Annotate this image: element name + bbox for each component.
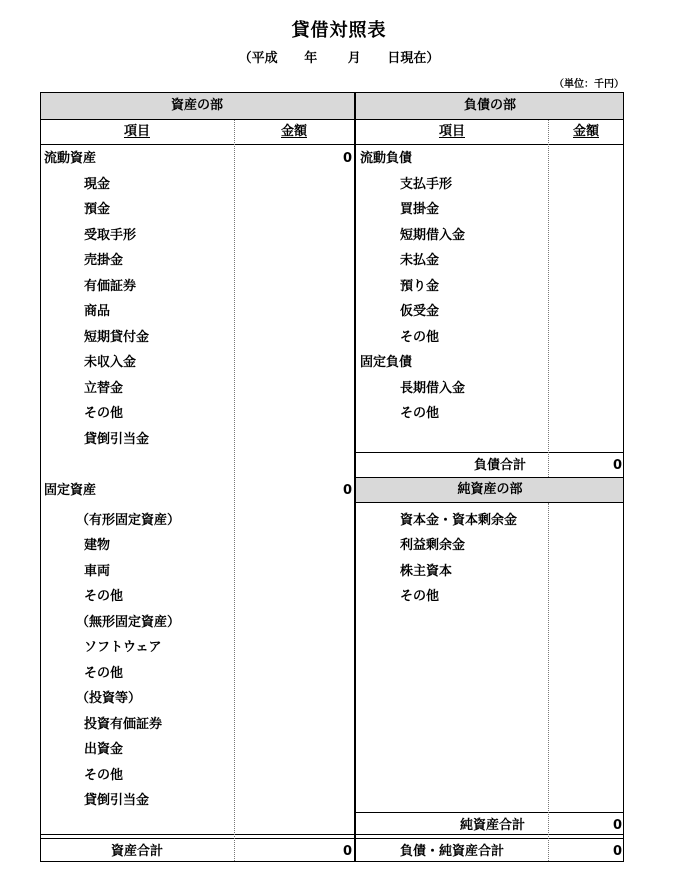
net-asset-item: 利益剰余金 (400, 538, 466, 553)
era-label: （平成 (238, 51, 278, 66)
net-asset-item: その他 (400, 589, 440, 604)
asset-item: 商品 (84, 304, 111, 319)
asset-item: 貸倒引当金 (84, 432, 150, 447)
net-asset-item: 資本金・資本剰余金 (400, 513, 518, 528)
asset-item: その他 (84, 406, 124, 421)
grand-total-amount: 0 (612, 844, 622, 859)
assets-item-column-header: 項目 (123, 124, 150, 139)
liabilities-amount-divider (548, 120, 549, 477)
asset-item: （有形固定資産） (76, 513, 181, 528)
liabilities-total-label: 負債合計 (474, 458, 527, 473)
liability-item: その他 (400, 330, 440, 345)
fixed-liabilities-label: 固定負債 (360, 355, 413, 370)
asset-item: ソフトウェア (84, 640, 162, 655)
liability-item: 買掛金 (400, 202, 440, 217)
asset-item: 受取手形 (84, 228, 137, 243)
asset-item: 車両 (84, 564, 111, 579)
assets-amount-divider (234, 120, 235, 861)
table-top-border (40, 92, 624, 93)
asset-item: 貸倒引当金 (84, 793, 150, 808)
assets-section-title: 資産の部 (170, 98, 223, 113)
table-left-border (40, 92, 41, 862)
table-bottom-border (40, 861, 624, 862)
assets-total-label: 資産合計 (110, 844, 163, 859)
fixed-assets-label: 固定資産 (44, 483, 97, 498)
liability-item: 短期借入金 (400, 228, 466, 243)
liability-item: 預り金 (400, 279, 440, 294)
grand-total-double-line-upper (40, 834, 624, 835)
report-date-line (0, 47, 678, 66)
asset-item: 有価証券 (84, 279, 137, 294)
asset-item: 出資金 (84, 742, 124, 757)
asset-item: 建物 (84, 538, 111, 553)
asset-item: 投資有価証券 (84, 717, 163, 732)
liability-item: 長期借入金 (400, 381, 466, 396)
liabilities-amount-column-header: 金額 (572, 124, 599, 139)
asset-item: その他 (84, 589, 124, 604)
asset-item: 現金 (84, 177, 111, 192)
grand-total-label: 負債・純資産合計 (399, 844, 504, 859)
liability-item: その他 (400, 406, 440, 421)
asset-item: その他 (84, 666, 124, 681)
asset-item: 預金 (84, 202, 111, 217)
asset-item: 未収入金 (84, 355, 137, 370)
liabilities-section-header (356, 93, 624, 119)
liabilities-section-title: 負債の部 (463, 98, 516, 113)
net-assets-section-header (356, 478, 624, 502)
grand-total-double-line-lower (40, 838, 624, 839)
assets-section-header (40, 93, 354, 119)
asset-item: （投資等） (76, 691, 142, 706)
net-assets-section-title: 純資産の部 (457, 482, 523, 497)
net-assets-header-bottom-border (356, 502, 624, 503)
assets-total-amount: 0 (342, 844, 352, 859)
fixed-assets-amount: 0 (342, 483, 352, 498)
asset-item: 売掛金 (84, 253, 124, 268)
month-label: 月 (347, 51, 361, 66)
current-assets-amount: 0 (342, 151, 352, 166)
day-current-label: 日現在） (387, 51, 440, 66)
assets-amount-column-header: 金額 (280, 124, 307, 139)
liability-item: 仮受金 (400, 304, 440, 319)
net-assets-total-label: 純資産合計 (460, 818, 526, 833)
net-assets-amount-divider (548, 503, 549, 861)
liabilities-item-column-header: 項目 (438, 124, 465, 139)
column-header-bottom-border (40, 144, 624, 145)
net-assets-total-amount: 0 (612, 818, 622, 833)
unit-label: （単位：千円） (554, 79, 624, 90)
document-title: 貸借対照表 (291, 20, 387, 41)
asset-item: （無形固定資産） (76, 615, 181, 630)
asset-item: 立替金 (84, 381, 124, 396)
current-assets-label: 流動資産 (44, 151, 97, 166)
asset-item: 短期貸付金 (84, 330, 150, 345)
net-assets-header-top-border (356, 477, 624, 478)
header-bottom-border (40, 119, 624, 120)
liabilities-total-top-border (356, 452, 624, 453)
liability-item: 支払手形 (400, 177, 453, 192)
current-liabilities-label: 流動負債 (360, 151, 413, 166)
year-label: 年 (304, 51, 318, 66)
asset-item: その他 (84, 768, 124, 783)
net-asset-item: 株主資本 (400, 564, 453, 579)
liability-item: 未払金 (400, 253, 440, 268)
liabilities-total-amount: 0 (612, 458, 622, 473)
net-assets-total-top-border (356, 812, 624, 813)
